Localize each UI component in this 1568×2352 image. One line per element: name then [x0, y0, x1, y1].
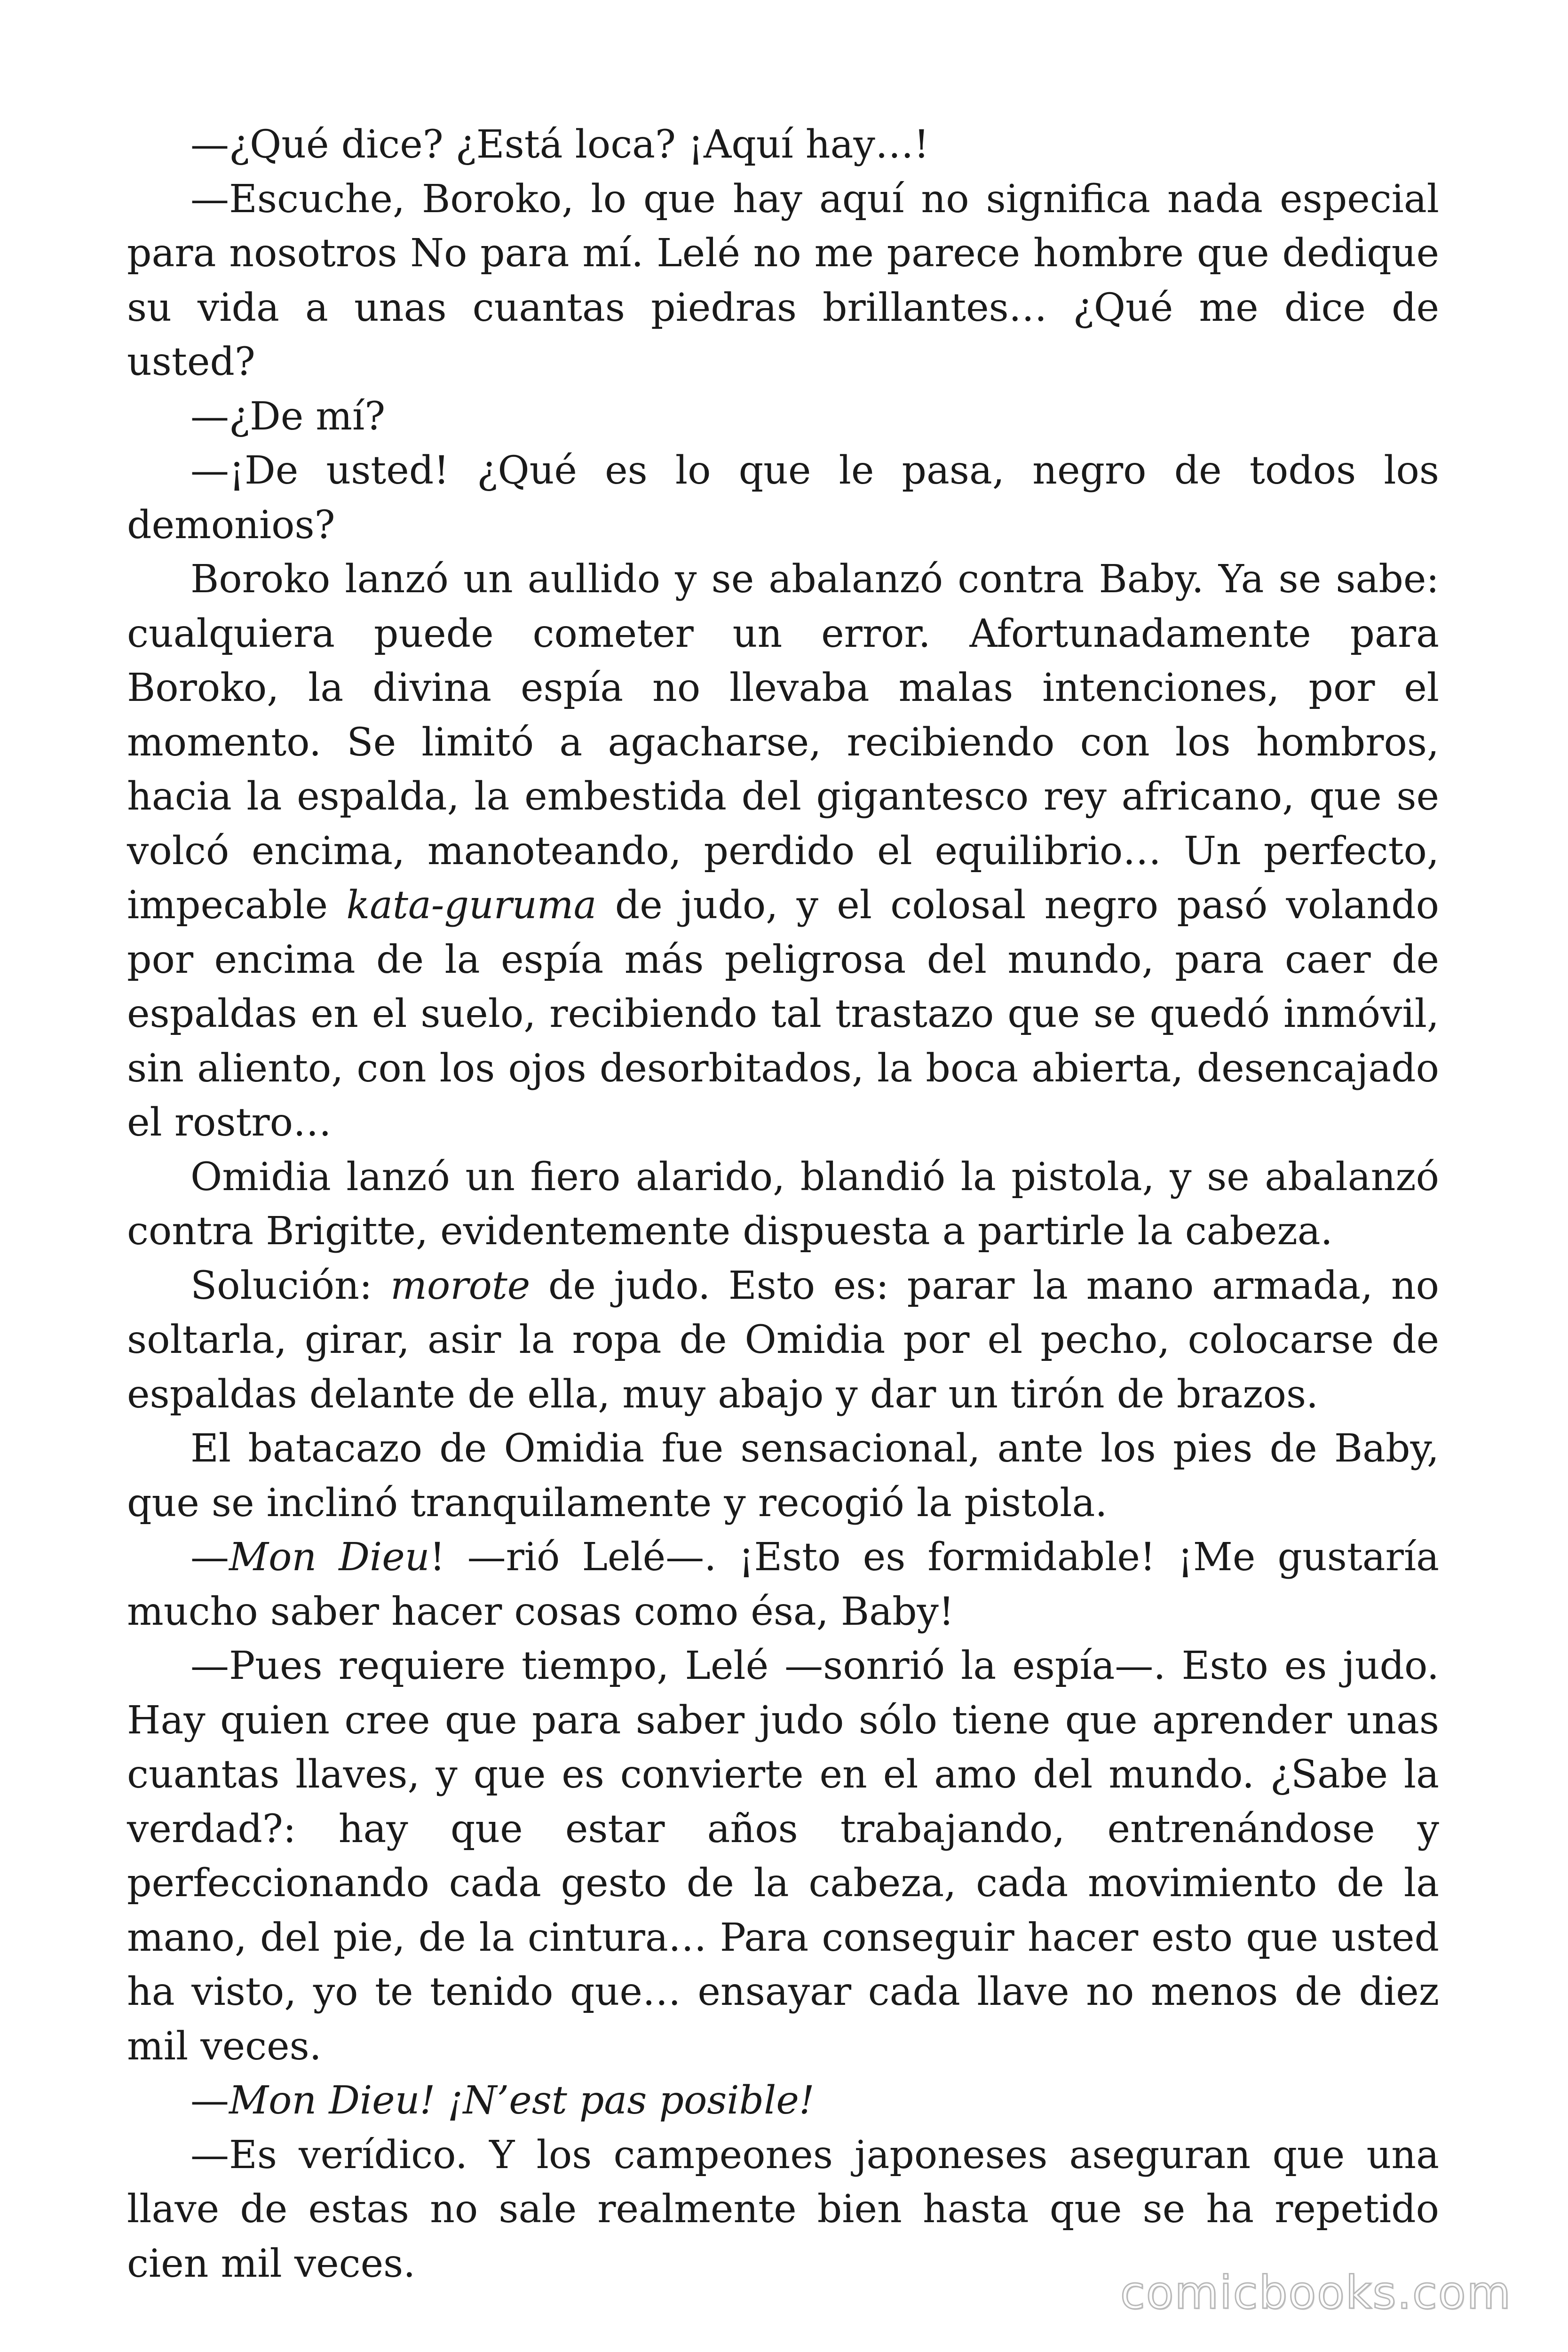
- text-run: —Es verídico. Y los campeones japoneses aseguran que una llave de estas no sale realmente bien hasta que se ha repetido cien mil veces.: [127, 2132, 1439, 2286]
- text-run: ! —rió Lelé—. ¡Esto es formidable! ¡Me gustaría mucho saber hacer cosas como ésa, Baby!: [127, 1535, 1439, 1634]
- book-page-text: [127, 118, 1439, 2291]
- paragraph: [127, 118, 1439, 172]
- italic-text: Mon Dieu! ¡N’est pas posible!: [229, 2078, 815, 2123]
- text-run: de judo, y el colosal negro pasó volando por encima de la espía más peligrosa del mundo, para caer de espaldas en el suelo, recibiendo tal trastazo que se quedó inmóvil, sin aliento, con los ojos desorbitados, la boca abierta, desencajado el rostro…: [127, 883, 1439, 1145]
- text-run: —Escuche, Boroko, lo que hay aquí no significa nada especial para nosotros No para mí. Lelé no me parece hombre que dedique su vida a unas cuantas piedras brillantes… ¿Qué me dice de usted?: [127, 176, 1439, 384]
- paragraph: [127, 172, 1439, 389]
- paragraph: [127, 1150, 1439, 1259]
- watermark: comicbooks.com: [1120, 2266, 1512, 2319]
- text-run: Boroko lanzó un aullido y se abalanzó contra Baby. Ya se sabe: cualquiera puede cometer un error. Afortunadamente para Boroko, la divina espía no llevaba malas intenciones, por el momento. Se limitó a agacharse, recibiendo con los hombros, hacia la espalda, la embestida del gigantesco rey africano, que se volcó encima, manoteando, perdido el equilibrio… Un perfecto, impecable: [127, 557, 1439, 928]
- text-run: Solución:: [190, 1263, 391, 1308]
- paragraph: [127, 552, 1439, 1150]
- text-run: —¿De mí?: [190, 394, 386, 439]
- paragraph: [127, 1259, 1439, 1422]
- text-run: Omidia lanzó un fiero alarido, blandió la pistola, y se abalanzó contra Brigitte, evidentemente dispuesta a partirle la cabeza.: [127, 1154, 1439, 1254]
- text-run: —¡De usted! ¿Qué es lo que le pasa, negro de todos los demonios?: [127, 448, 1439, 548]
- italic-text: Mon Dieu: [229, 1535, 430, 1580]
- text-run: —¿Qué dice? ¿Está loca? ¡Aquí hay…!: [190, 122, 929, 167]
- paragraph: [127, 1639, 1439, 2074]
- paragraph: [127, 389, 1439, 444]
- text-run: —Pues requiere tiempo, Lelé —sonrió la espía—. Esto es judo. Hay quien cree que para saber judo sólo tiene que aprender unas cuantas llaves, y que es convierte en el amo del mundo. ¿Sabe la verdad?: hay que estar años trabajando, entrenándose y perfeccionando cada gesto de la cabeza, cada movimiento de la mano, del pie, de la cintura… Para conseguir hacer esto que usted ha visto, yo te tenido que… ensayar cada llave no menos de diez mil veces.: [127, 1644, 1439, 2069]
- text-run: —: [190, 1535, 229, 1580]
- text-run: —: [190, 2078, 229, 2123]
- italic-text: kata-guruma: [346, 883, 597, 928]
- paragraph: [127, 1422, 1439, 1530]
- italic-text: morote: [390, 1263, 531, 1308]
- paragraph: [127, 1530, 1439, 1639]
- paragraph: [127, 2074, 1439, 2128]
- paragraph: [127, 444, 1439, 552]
- text-run: El batacazo de Omidia fue sensacional, ante los pies de Baby, que se inclinó tranquilamente y recogió la pistola.: [127, 1426, 1439, 1526]
- text-run: de judo. Esto es: parar la mano armada, no soltarla, girar, asir la ropa de Omidia por el pecho, colocarse de espaldas delante de ella, muy abajo y dar un tirón de brazos.: [127, 1263, 1439, 1417]
